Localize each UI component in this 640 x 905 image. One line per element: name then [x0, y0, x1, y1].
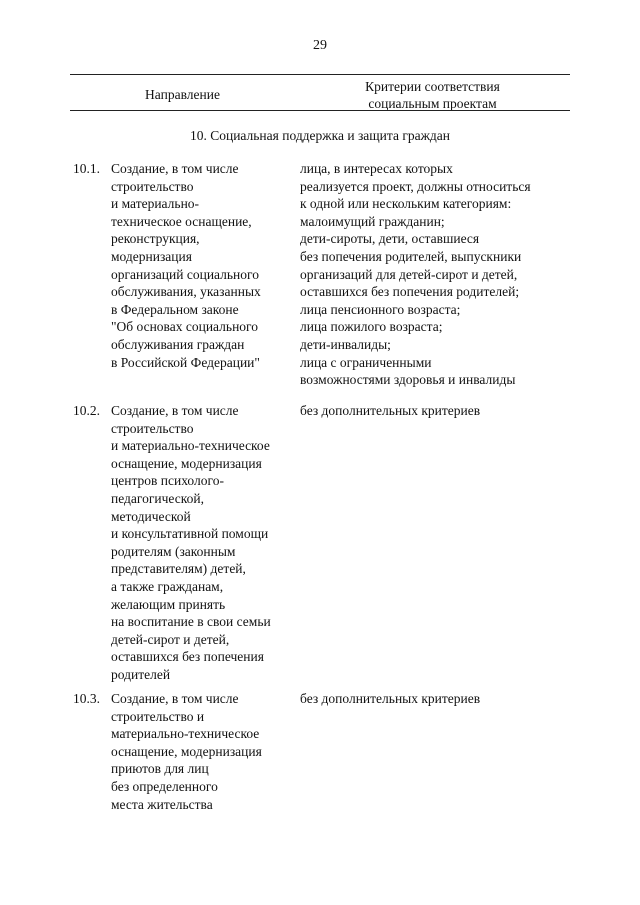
row-description: Создание, в том числе строительство и материально-техническое оснащение, модернизация центров психолого- педагогической, методической и консультативной помощи родителям (законным представителям) детей, а также гражданам, желающим принять на воспитание в свои семьи детей-сирот и детей, оставшихся без попечения родителей [111, 403, 271, 682]
section-title: 10. Социальная поддержка и защита граждан [189, 128, 451, 143]
row-number: 10.1. [73, 161, 100, 176]
row-description: Создание, в том числе строительство и материально-техническое оснащение, модернизация приютов для лиц без определенного места жительства [111, 691, 262, 812]
row-criteria: лица, в интересах которых реализуется проект, должны относиться к одной или нескольким категориям: малоимущий гражданин; дети-сироты, дети, оставшиеся без попечения родителей, выпускники организаций для детей-сирот и детей, оставшихся без попечения родителей; лица пенсионного возраста; лица пожилого возраста; дети-инвалиды; лица с ограниченными возможностями здоровья и инвалиды [300, 161, 531, 388]
header-criteria: Критерии соответствия социальным проектам [365, 79, 500, 111]
header-top-rule [70, 74, 570, 75]
row-number: 10.2. [73, 403, 100, 418]
page-number: 29 [313, 38, 327, 53]
row-criteria: без дополнительных критериев [300, 691, 481, 706]
header-bottom-rule [70, 110, 570, 111]
row-description: Создание, в том числе строительство и материально- техническое оснащение, реконструкция, модернизация организаций социального обслуживания, указанных в Федеральном законе "Об основах социального обслуживания граждан в Российской Федерации" [111, 161, 261, 370]
header-direction: Направление [145, 87, 220, 102]
row-criteria: без дополнительных критериев [300, 403, 481, 418]
row-number: 10.3. [73, 691, 100, 706]
